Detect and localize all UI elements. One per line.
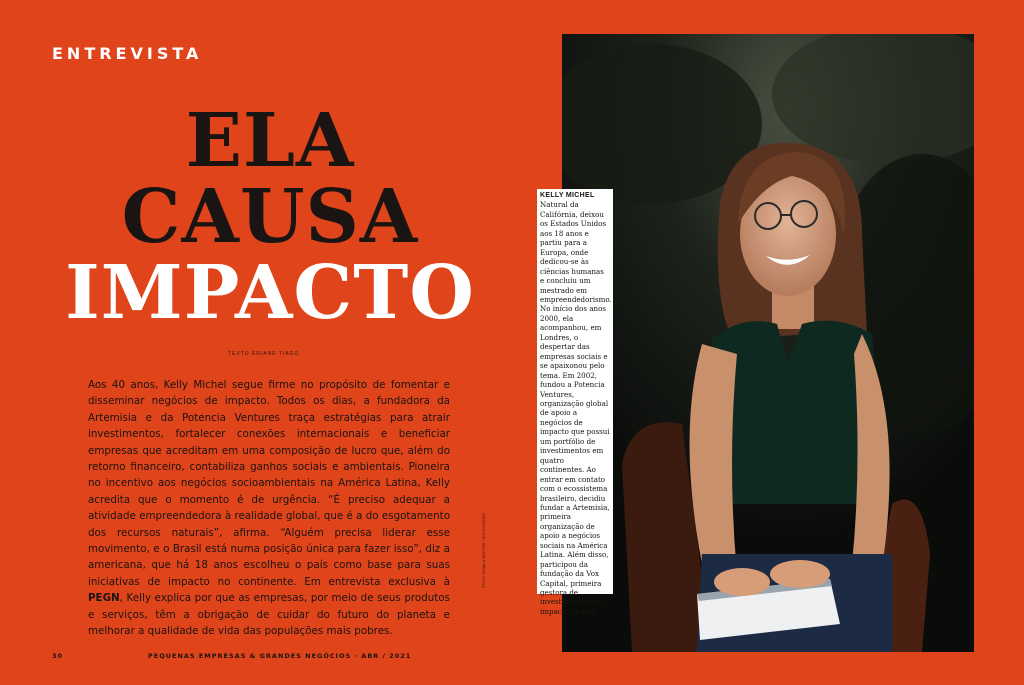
headline-line-1: ELA (185, 98, 355, 184)
headline-line-2: CAUSA (121, 174, 419, 260)
caption-name: KELLY MICHEL (540, 192, 595, 199)
page-number: 30 (52, 652, 64, 660)
caption-text: Natural da Califórnia, deixou os Estados Unidos aos 18 anos e partiu para a Europa, onde dedicou-se às ciências humanas e concluiu um mestrado em empreendedorismo. No início dos anos 2000, ela acompanhou, em Londres, o despertar das empresas sociais e se apaixonou pelo tema. Em 2002, fundou a Potencia Ventures, organização global de apoio a negócios de impacto que possui um portfólio de investimentos em quatro continentes. Ao entrar em contato com o ecossistema brasileiro, decidiu fundar a Artemisia, primeira organização de apoio a negócios sociais na América Latina. Além disso, participou da fundação da Vox Capital, primeira gestora de investimentos de impacto do país. (540, 200, 612, 616)
portrait-illustration (562, 34, 974, 652)
section-label: ENTREVISTA (52, 44, 203, 63)
footer-publication: PEQUENAS EMPRESAS & GRANDES NEGÓCIOS · ABR / 2021 (148, 652, 412, 660)
article-intro (88, 377, 450, 640)
byline: TEXTO ERIANE TIAGO (228, 351, 300, 357)
intro-text-part-1: Aos 40 anos, Kelly Michel segue firme no propósito de fomentar e disseminar negócios de impacto. Todos os dias, a fundadora da Artemisia e da Potencia Ventures traça estratégias para atrair investimentos, fortalecer conexões internacionais e beneficiar empresas que acreditam em uma composição de lucro que, além do retorno financeiro, contabiliza ganhos sociais e ambientais. Pioneira no incentivo aos negócios socioambientais na América Latina, Kelly acredita que o momento é de urgência. “É preciso adequar a atividade empreendedora à realidade global, que é a do esgotamento dos recursos naturais”, afirma. “Alguém precisa liderar esse movimento, e o Brasil está numa posição única para fazer isso”, diz a americana, que há 18 anos escolheu o país como base para suas iniciativas de impacto no continente. Em entrevista exclusiva à (88, 379, 450, 588)
intro-text-part-2: , Kelly explica por que as empresas, por meio de seus produtos e serviços, têm a obrigação de cuidar do futuro do planeta e melhorar a qualidade de vida das populações mais pobres. (88, 592, 450, 638)
photo-caption (537, 189, 613, 616)
portrait-photo (562, 34, 974, 652)
photo-credit-text: FOTO: CAMILA MATTOS / DIVULGAÇÃO (481, 513, 486, 588)
publication-mention: PEGN (88, 592, 120, 605)
headline-line-3: IMPACTO (65, 250, 475, 336)
photo-credit (481, 498, 488, 588)
